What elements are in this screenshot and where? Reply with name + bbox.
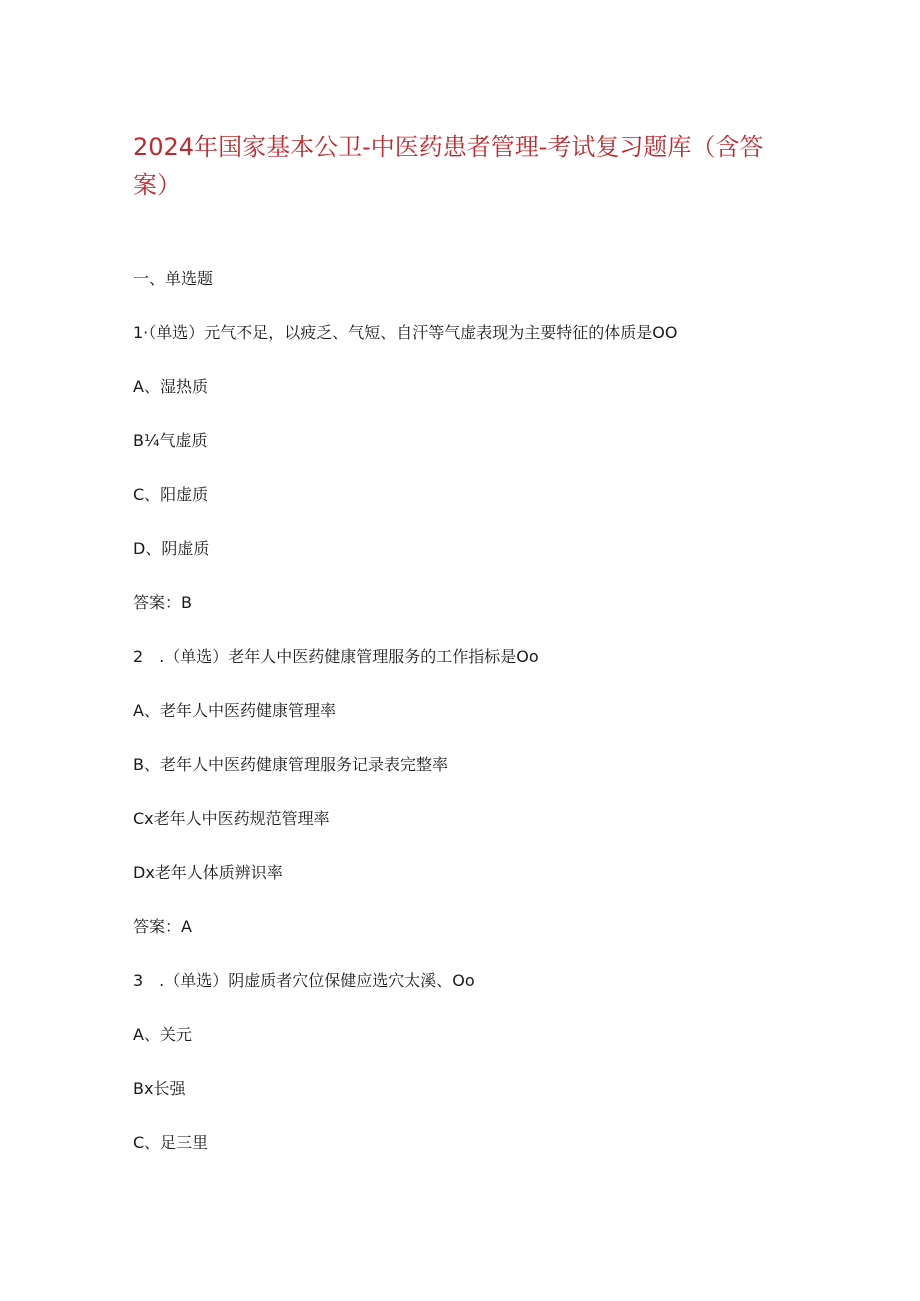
question-2-option-b: B、老年人中医药健康管理服务记录表完整率 [133, 755, 448, 774]
document-title: 2024年国家基本公卫-中医药患者管理-考试复习题库（含答案） [133, 133, 764, 199]
question-1-option-d: D、阴虚质 [133, 539, 210, 558]
question-1-option-b: B¼气虚质 [133, 431, 208, 450]
question-3-option-b: Bx长强 [133, 1079, 186, 1098]
question-1-stem: 1·（单选）元气不足，以疲乏、气短、自汗等气虚表现为主要特征的体质是OO [133, 323, 678, 342]
question-3-stem: 3 .（单选）阴虚质者穴位保健应选穴太溪、Oo [133, 971, 475, 990]
section-heading: 一、单选题 [133, 269, 214, 288]
question-2-option-a: A、老年人中医药健康管理率 [133, 701, 336, 720]
question-2-option-d: Dx老年人体质辨识率 [133, 863, 283, 882]
question-2-answer: 答案：A [133, 917, 192, 936]
question-2-stem: 2 .（单选）老年人中医药健康管理服务的工作指标是Oo [133, 647, 539, 666]
question-3-option-a: A、关元 [133, 1025, 192, 1044]
question-1-option-a: A、湿热质 [133, 377, 208, 396]
question-1-option-c: C、阳虚质 [133, 485, 209, 504]
question-2-option-c: Cx老年人中医药规范管理率 [133, 809, 330, 828]
question-1-answer: 答案：B [133, 593, 192, 612]
question-3-option-c: C、足三里 [133, 1133, 209, 1152]
